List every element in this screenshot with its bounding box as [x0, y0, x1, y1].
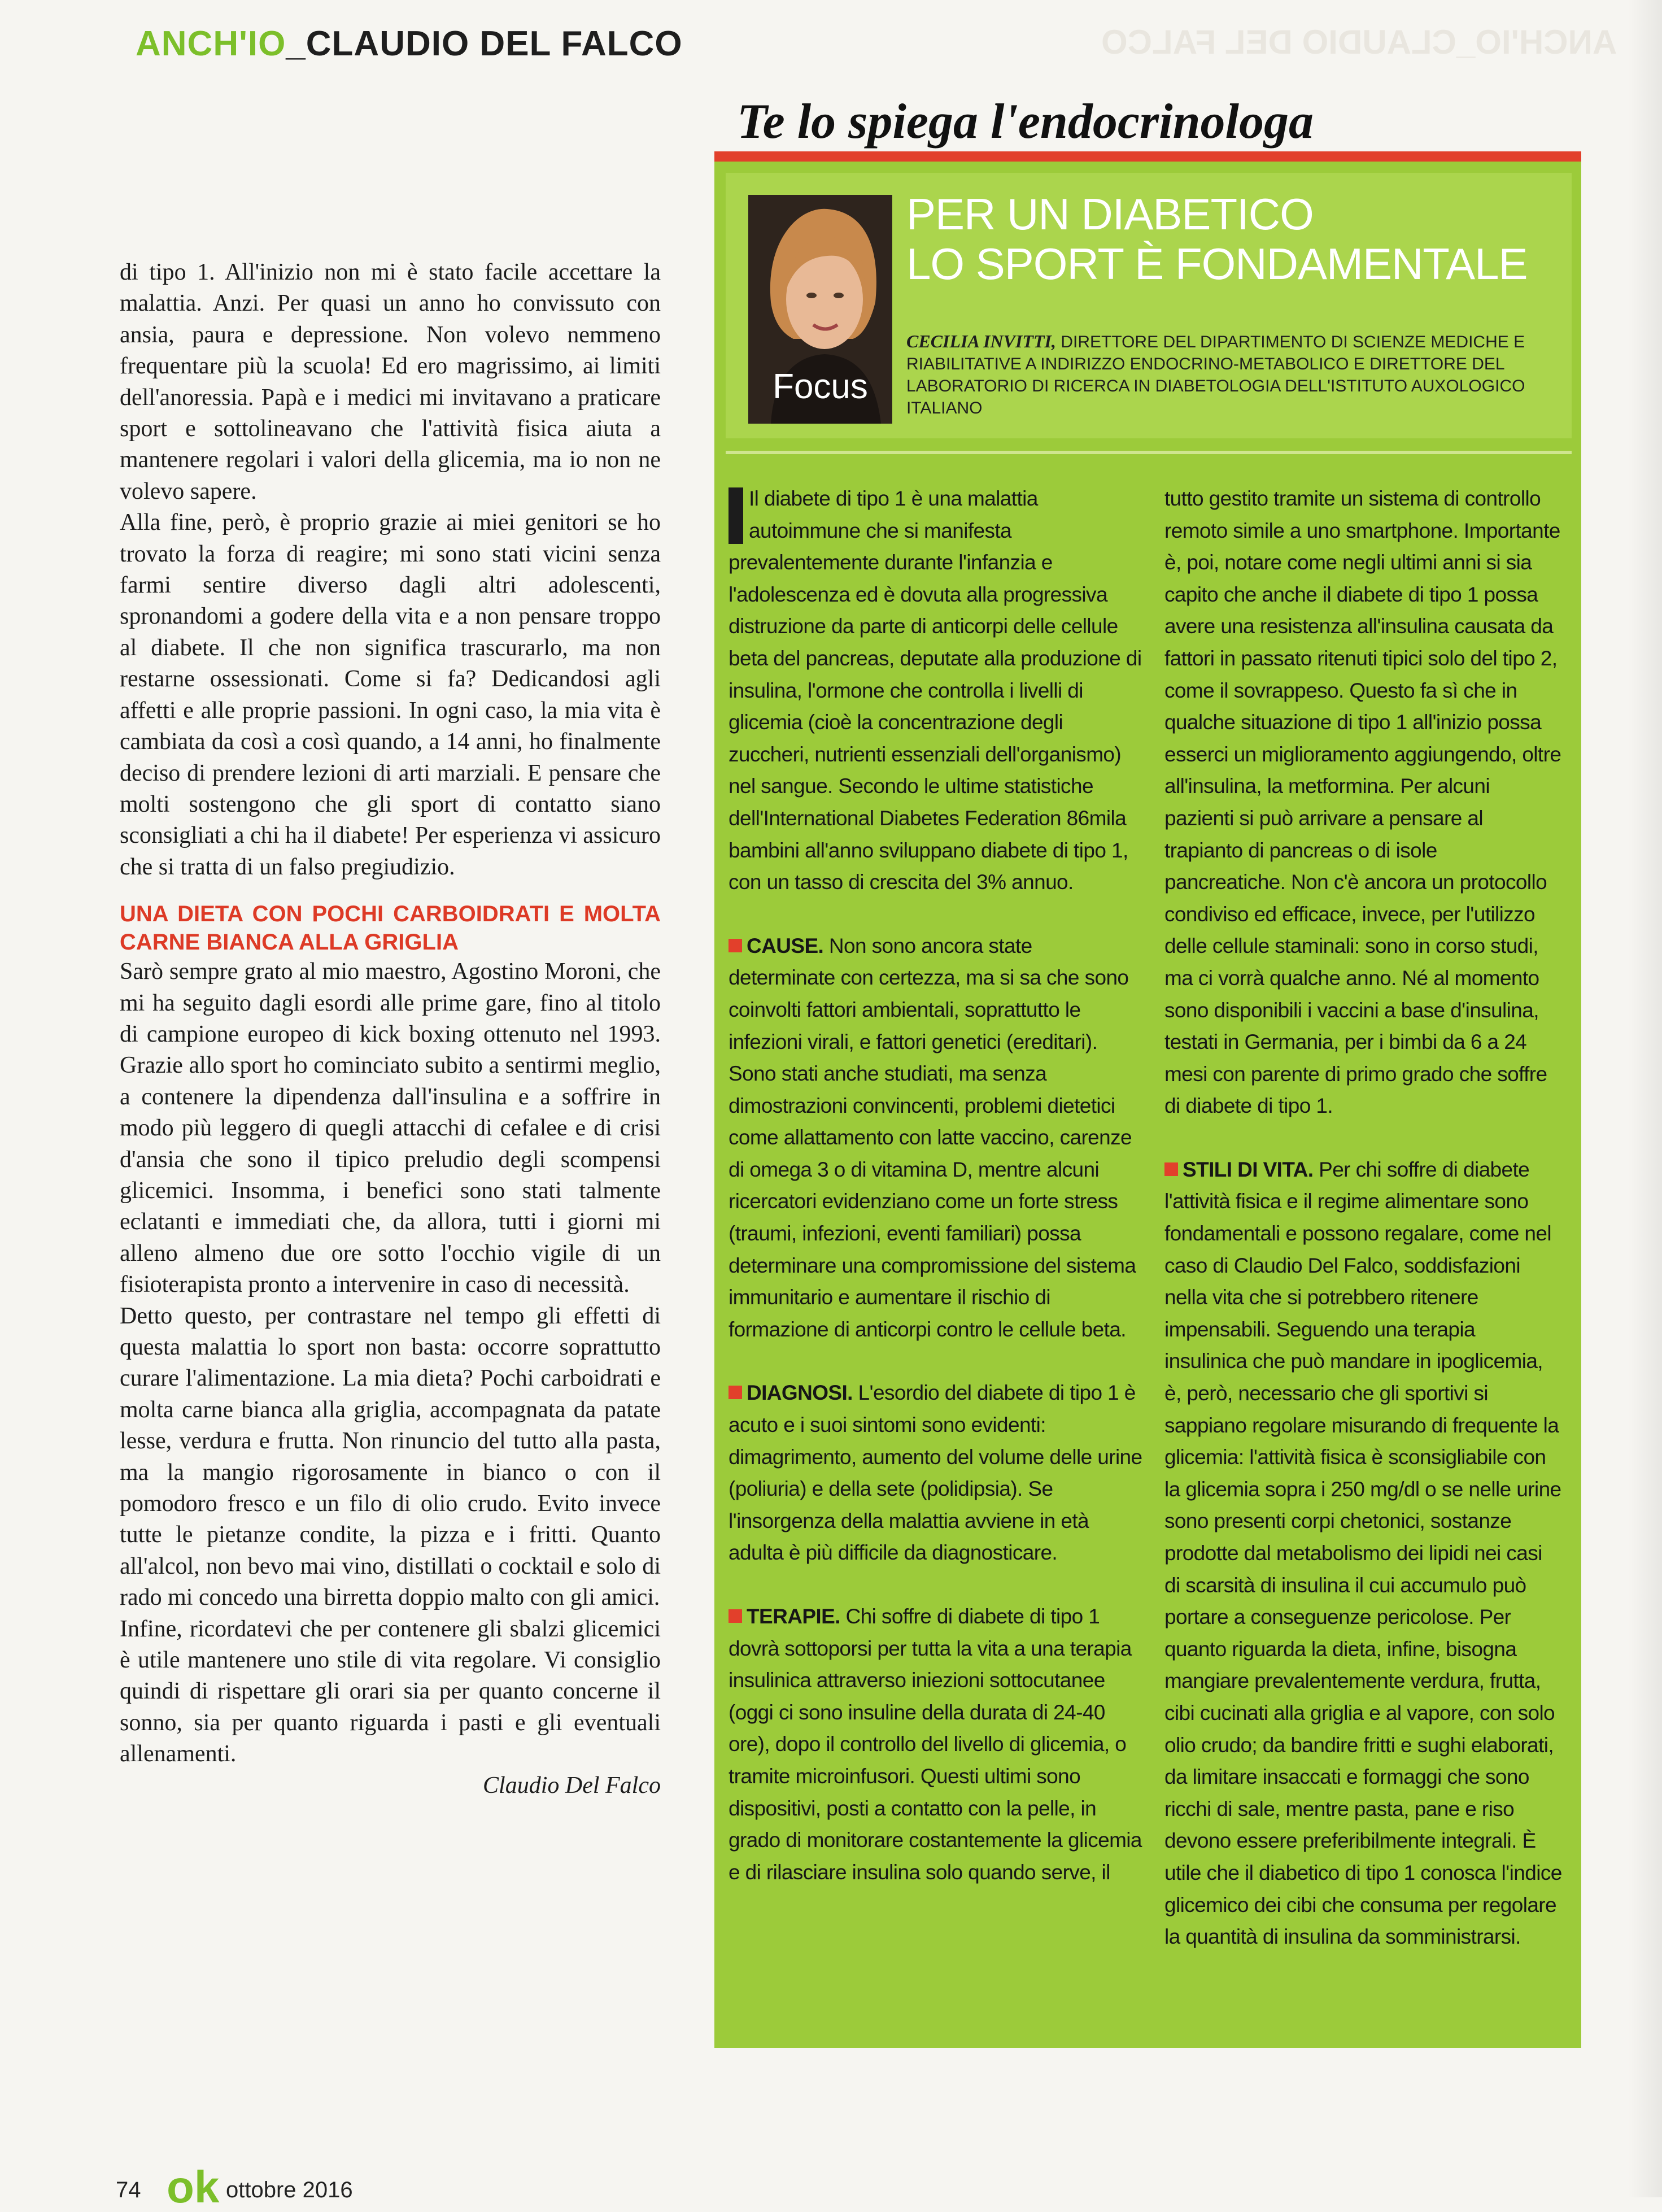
box-intro-paragraph — [729, 483, 1144, 899]
box-title-line-1: PER UN DIABETICO — [906, 189, 1314, 239]
box-title — [906, 189, 1561, 289]
article-paragraph-1: di tipo 1. All'inizio non mi è stato facile accettare la malattia. Anzi. Per quasi un anno ho convissuto con ansia, paura e depressione. Non volevo nemmeno frequentare più la scuola! Ed ero magrissimo, ai limiti dell'anoressia. Papà e i medici mi invitavano a praticare sport e sottolineavano che l'attività fisica aiuta a mantenere regolari i valori della glicemia, ma io non ne volevo sapere. — [120, 259, 661, 504]
person-name: _CLAUDIO DEL FALCO — [286, 24, 683, 63]
article-paragraph-5: Infine, ricordatevi che per contenere gli sbalzi glicemici è utile mantenere uno stile di vita regolare. Vi consiglio quindi di rispettare gli orari sia per quanto concerne il sonno, sia per quanto riguarda i pasti e gli eventuali allenamenti. — [120, 1616, 661, 1767]
article-paragraph-4: Detto questo, per contrastare nel tempo gli effetti di questa malattia lo sport non basta: occorre soprattutto curare l'alimentazione. La mia dieta? Pochi carboidrati e molta carne bianca alla griglia, accompagnata da patate lesse, verdura e frutta. Non rinuncio del tutto alla pasta, ma la mangio rigorosamente in bianco o con il pomodoro fresco e un filo di olio crudo. Evito invece tutte le pietanze condite, la pizza e i fritti. Quanto all'alcol, non bevo mai vino, distillati o cocktail e solo di rado mi concedo una birretta doppio malto con gli amici. — [120, 1303, 661, 1611]
box-terapie-paragraph — [729, 1601, 1144, 1888]
bullet-square-icon — [729, 1386, 742, 1399]
box-heading: Te lo spiega l'endocrinologa — [737, 94, 1314, 149]
article-left-column — [120, 257, 661, 1801]
page-number: 74 — [116, 2178, 141, 2202]
article-paragraph-2: Alla fine, però, è proprio grazie ai miei genitori se ho trovato la forza di reagire; mi sono stati vicini senza farmi sentire diverso dagli altri adolescenti, spronandomi a godere della vita e a non pensare troppo al diabete. Il che non significa trascurarlo, ma non restarne ossessionati. Come si fa? Dedicandosi agli affetti e alle proprie passioni. In ogni caso, la mia vita è cambiata da così a così quando, a 14 anni, ho finalmente deciso di prendere lezioni di arti marziali. E pensare che molti sostengono che gli sport di contatto siano sconsigliati a chi ha il diabete! Per esperienza vi assicuro che si tratta di un falso pregiudizio. — [120, 510, 661, 880]
box-divider — [726, 451, 1572, 454]
box-intro-text: Il diabete di tipo 1 è una malattia autoimmune che si manifesta prevalentemente durante l'infanzia e l'adolescenza ed è dovuta alla progressiva distruzione da parte di anticorpi delle cellule beta del pancreas, deputate alla produzione di insulina, l'ormone che controlla i livelli di glicemia (cioè la concentrazione degli zuccheri, nutrienti essenziali dell'organismo) nel sangue. Secondo le ultime statistiche dell'International Diabetes Federation 86mila bambini all'anno sviluppano diabete di tipo 1, con un tasso di crescita del 3% annuo. — [729, 487, 1142, 894]
terapie-text: Chi soffre di diabete di tipo 1 dovrà sottoporsi per tutta la vita a una terapia insulinica attraverso iniezioni sottocutanee (oggi ci sono insuline della durata di 24-40 ore), dopo il controllo del livello di glicemia, o tramite microinfusori. Questi ultimi sono dispositivi, posti a contatto con la pelle, in grado di monitorare costantemente la glicemia e di rilasciare insulina solo quando serve, il — [729, 1605, 1142, 1884]
terapie-label: TERAPIE. — [747, 1605, 840, 1628]
box-column-2 — [1164, 483, 1563, 1953]
cause-text: Non sono ancora state determinate con certezza, ma si sa che sono coinvolti fattori ambientali, soprattutto le infezioni virali, e fattori genetici (ereditari). Sono stati anche studiati, ma senza dimostrazioni convincenti, problemi dietetici come allattamento con latte vaccino, carenze di omega 3 o di vitamina D, mentre alcuni ricercatori evidenziano come un forte stress (traumi, infezioni, eventi familiari) possa determinare una compromissione del sistema immunitario e aumentare il rischio di formazione di anticorpi contro le cellule beta. — [729, 934, 1136, 1341]
bullet-square-icon — [729, 939, 742, 952]
box-cause-paragraph — [729, 930, 1144, 1346]
author-signature: Claudio Del Falco — [483, 1772, 661, 1799]
box-diagnosi-paragraph — [729, 1377, 1144, 1569]
magazine-logo: ok — [167, 2162, 220, 2212]
dropcap-block — [729, 487, 743, 544]
expert-credit — [906, 330, 1545, 419]
section-header — [136, 24, 683, 64]
article-subheading: UNA DIETA CON POCHI CARBOIDRATI E MOLTA CARNE BIANCA ALLA GRIGLIA — [120, 902, 661, 955]
expert-photo — [748, 195, 892, 424]
bullet-square-icon — [1164, 1162, 1178, 1176]
box-stili-paragraph — [1164, 1154, 1563, 1953]
heading-underline-bar — [714, 151, 1581, 162]
show-through-header: ANCH'IO_CLAUDIO DEL FALCO — [1101, 23, 1617, 61]
section-label: ANCH'IO — [136, 24, 286, 63]
issue-date: ottobre 2016 — [226, 2178, 353, 2202]
article-paragraph-3: Sarò sempre grato al mio maestro, Agostino Moroni, che mi ha seguito dagli esordi alle prime gare, fino al titolo di campione europeo di kick boxing ottenuto nel 1993. Grazie allo sport ho cominciato subito a sentirmi meglio, a contenere la dipendenza dall'insulina e a soffrire in modo più leggero di quegli attacchi di cefalee e di crisi d'ansia che sono il tipico preludio degli scompensi glicemici. Insomma, i benefici sono stati talmente eclatanti e immediati che, da allora, tutti i giorni mi alleno almeno due ore sotto l'occhio vigile di un fisioterapista pronto a intervenire in caso di necessità. — [120, 959, 661, 1298]
diagnosi-label: DIAGNOSI. — [747, 1381, 853, 1405]
box-title-line-2: LO SPORT È FONDAMENTALE — [906, 239, 1528, 289]
box-continuation-paragraph: tutto gestito tramite un sistema di controllo remoto simile a uno smartphone. Importante è, poi, notare come negli ultimi anni si sia capito che anche il diabete di tipo 1 possa avere una resistenza all'insulina causata da fattori in passato ritenuti tipici solo del tipo 2, come il sovrappeso. Questo fa sì che in qualche situazione di tipo 1 all'inizio possa esserci un miglioramento aggiungendo, oltre all'insulina, la metformina. Per alcuni pazienti si può arrivare a pensare al trapianto di pancreas o di isole pancreatiche. Non c'è ancora un protocollo condiviso ed efficace, invece, per l'utilizzo delle cellule staminali: sono in corso studi, ma ci vorrà qualche anno. Né al momento sono disponibili i vaccini a base d'insulina, testati in Germania, per i bimbi da 6 a 24 mesi con parente di primo grado che soffre di diabete di tipo 1. — [1164, 487, 1561, 1118]
page-edge-shadow — [1628, 0, 1662, 2197]
stili-text: Per chi soffre di diabete l'attività fisica e il regime alimentare sono fondamentali e possono regalare, come nel caso di Claudio Del Falco, soddisfazioni nella vita che si potrebbero ritenere impensabili. Seguendo una terapia insulinica che può mandare in ipoglicemia, è, però, necessario che gli sportivi si sappiano regolare misurando di frequente la glicemia: l'attività fisica è sconsigliabile con la glicemia sopra i 250 mg/dl o se nelle urine sono presenti corpi chetonici, sostanze prodotte dal metabolismo dei lipidi nei casi di scarsità di insulina il cui accumulo può portare a conseguenze pericolose. Per quanto riguarda la dieta, infine, bisogna mangiare prevalentemente verdura, frutta, cibi cucinati alla griglia e al vapore, con solo olio crudo; da bandire fritti e sughi elaborati, da limitare insaccati e formaggi che sono ricchi di sale, mentre pasta, pane e riso devono essere preferibilmente integrali. È utile che il diabetico di tipo 1 conosca l'indice glicemico dei cibi che consuma per regolare la quantità di insulina da somministrarsi. — [1164, 1157, 1562, 1949]
diagnosi-text: L'esordio del diabete di tipo 1 è acuto e i suoi sintomi sono evidenti: dimagrimento, aumento del volume delle urine (poliuria) e della sete (polidipsia). Se l'insorgenza della malattia avviene in età adulta è più difficile da diagnosticare. — [729, 1381, 1142, 1565]
stili-label: STILI DI VITA. — [1183, 1157, 1314, 1181]
bullet-square-icon — [729, 1609, 742, 1623]
focus-label: Focus — [773, 367, 868, 406]
cause-label: CAUSE. — [747, 934, 824, 957]
expert-name: CECILIA INVITTI, — [906, 331, 1056, 351]
box-column-1 — [729, 483, 1144, 1888]
expert-role: DIRETTORE DEL DIPARTIMENTO DI SCIENZE MEDICHE E RIABILITATIVE A INDIRIZZO ENDOCRINO-METABOLICO E DIRETTORE DEL LABORATORIO DI RICERCA IN DIABETOLOGIA DELL'ISTITUTO AUXOLOGICO ITALIANO — [906, 333, 1525, 417]
